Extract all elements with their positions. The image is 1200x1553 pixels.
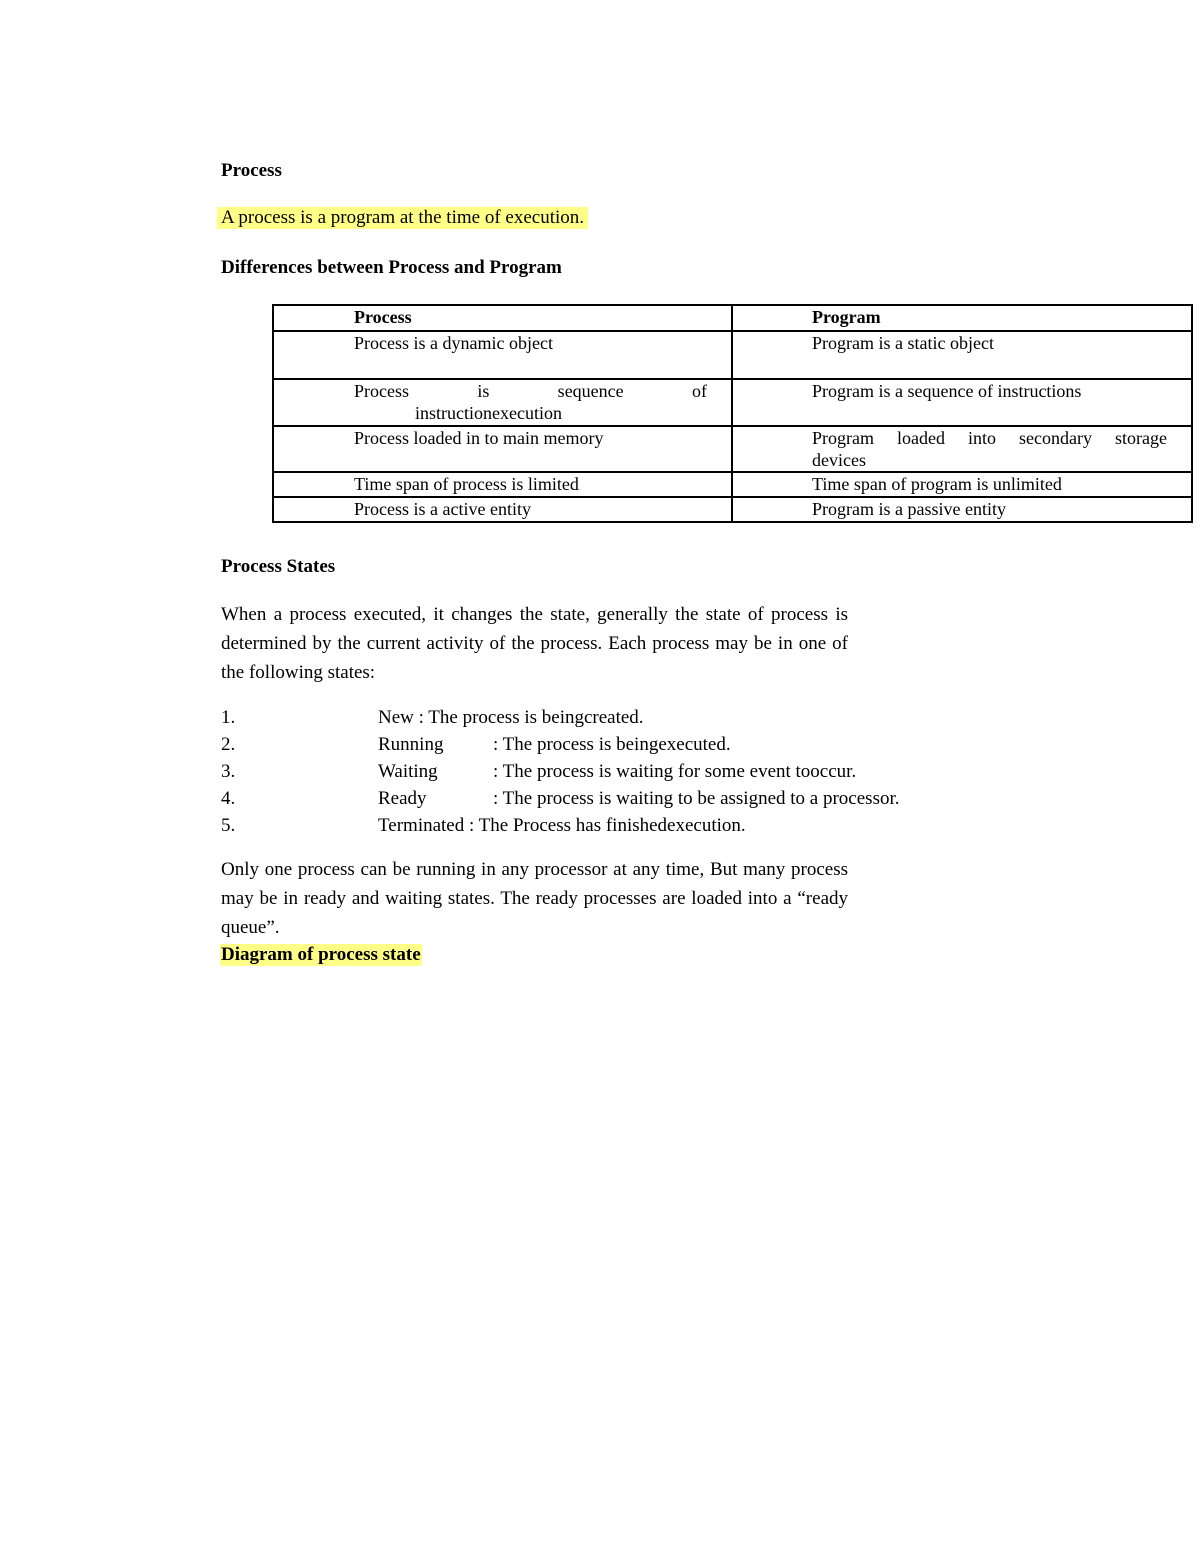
- table-cell: [273, 379, 732, 426]
- table-row: [273, 331, 1192, 379]
- state-name: Waiting: [378, 761, 438, 782]
- list-item: [221, 761, 981, 788]
- table-row: [273, 472, 1192, 497]
- list-number: 4.: [221, 788, 236, 809]
- table-cell: Program is a sequence of instructions: [732, 379, 1192, 426]
- process-states-heading: Process States: [221, 556, 336, 577]
- table-cell-line: instructionexecution: [415, 403, 562, 423]
- list-item: [221, 707, 981, 734]
- table-cell: Time span of process is limited: [273, 472, 732, 497]
- list-number: 5.: [221, 815, 236, 836]
- table-row: [273, 497, 1192, 522]
- table-cell: Process loaded in to main memory: [273, 426, 732, 472]
- states-intro-paragraph: When a process executed, it changes the state, generally the state of process is determined by the current activity of the process. Each process may be in one of the following states:: [221, 604, 848, 683]
- table-header-program: Program: [732, 305, 1192, 331]
- ready-queue-paragraph: Only one process can be running in any processor at any time, But many process may be in ready and waiting states. The ready processes are loaded into a “ready queue”.: [221, 859, 848, 938]
- state-description: : The process is waiting for some event tooccur.: [493, 761, 857, 782]
- state-name: Running: [378, 734, 444, 755]
- differences-heading: Differences between Process and Program: [221, 257, 562, 278]
- page-title: Process: [221, 160, 282, 181]
- table-header-process: Process: [273, 305, 732, 331]
- list-number: 1.: [221, 707, 236, 728]
- state-text: New : The process is beingcreated.: [378, 707, 644, 728]
- state-name: Ready: [378, 788, 427, 809]
- table-cell-line: Program loaded into secondary storage: [812, 428, 1167, 448]
- table-cell: Time span of program is unlimited: [732, 472, 1192, 497]
- table-row: [273, 379, 1192, 426]
- differences-table: [272, 304, 1193, 523]
- list-number: 3.: [221, 761, 236, 782]
- list-item: [221, 788, 981, 815]
- table-row: [273, 426, 1192, 472]
- table-cell: Program is a static object: [732, 331, 1192, 379]
- state-text: Terminated : The Process has finishedexecution.: [378, 815, 746, 836]
- list-number: 2.: [221, 734, 236, 755]
- table-header-row: [273, 305, 1192, 331]
- state-description: : The process is beingexecuted.: [493, 734, 731, 755]
- table-cell: [732, 426, 1192, 472]
- list-item: [221, 815, 981, 842]
- table-cell-line: Process is sequence of: [354, 381, 707, 401]
- state-description: : The process is waiting to be assigned to a processor.: [493, 788, 900, 809]
- table-cell-line: devices: [812, 450, 866, 470]
- table-cell: Process is a active entity: [273, 497, 732, 522]
- process-definition: A process is a program at the time of execution.: [217, 207, 588, 229]
- table-cell: Program is a passive entity: [732, 497, 1192, 522]
- table-cell: Process is a dynamic object: [273, 331, 732, 379]
- list-item: [221, 734, 981, 761]
- diagram-heading: Diagram of process state: [221, 944, 421, 965]
